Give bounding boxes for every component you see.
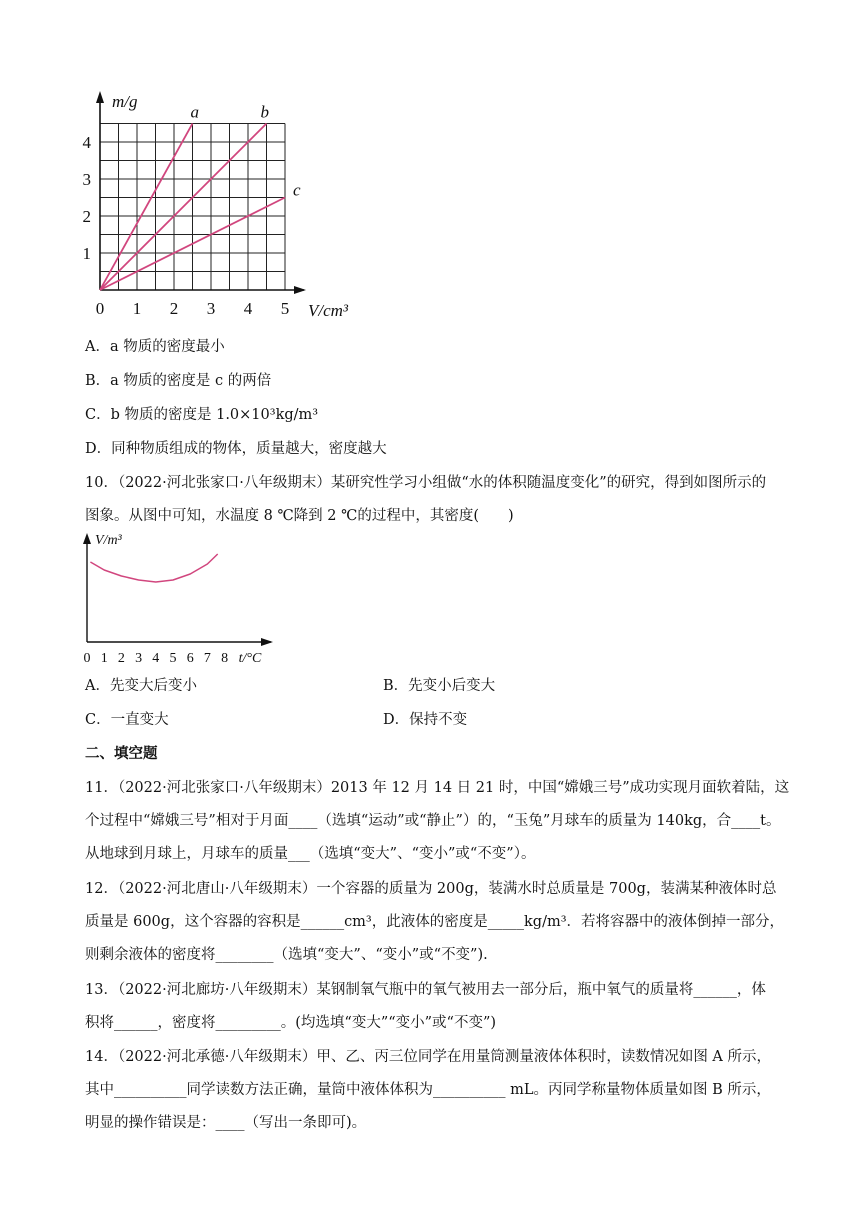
y-axis-arrow bbox=[83, 533, 91, 544]
x-tick-label: 1 bbox=[100, 651, 108, 666]
series-line-a bbox=[100, 124, 193, 291]
q12-line3: 则剩余液体的密度将________（选填“变大”、“变小”或“不变”). bbox=[85, 947, 488, 963]
q10-option-d: D．保持不变 bbox=[383, 712, 468, 728]
q10-line1: 10．（2022·河北张家口·八年级期末）某研究性学习小组做“水的体积随温度变化”的研究，得到如图所示的 bbox=[85, 475, 767, 491]
q10-line2: 图象。从图中可知，水温度 8 ℃降到 2 ℃的过程中，其密度( ) bbox=[85, 508, 514, 524]
chart2-labels bbox=[84, 533, 262, 666]
section-title-fill-in: 二、填空题 bbox=[85, 746, 158, 762]
x-tick-label: 4 bbox=[243, 299, 253, 318]
x-tick-label: 4 bbox=[152, 651, 160, 666]
x-axis-label: t/°C bbox=[238, 651, 262, 666]
q13-line1: 13．（2022·河北廊坊·八年级期末）某钢制氧气瓶中的氧气被用去一部分后，瓶中氧气的质量将______，体 bbox=[85, 982, 766, 998]
chart2-curve bbox=[90, 554, 217, 582]
x-tick-label: 7 bbox=[203, 651, 211, 666]
q12-line1: 12．（2022·河北唐山·八年级期末）一个容器的质量为 200g，装满水时总质量是 700g，装满某种液体时总 bbox=[85, 881, 777, 897]
y-axis-label: V/m³ bbox=[95, 533, 122, 548]
x-tick-label: 5 bbox=[280, 299, 290, 318]
q9-option-a: A．a 物质的密度最小 bbox=[85, 339, 225, 355]
x-tick-label: 5 bbox=[169, 651, 177, 666]
q14-line3: 明显的操作错误是：____（写出一条即可)。 bbox=[85, 1115, 367, 1131]
line-label-c: c bbox=[293, 180, 301, 200]
chart1-labels bbox=[83, 92, 349, 320]
q9-option-c: C．b 物质的密度是 1.0×10³kg/m³ bbox=[85, 407, 319, 423]
mass-volume-chart bbox=[72, 85, 372, 330]
y-axis-arrow bbox=[96, 91, 104, 103]
y-tick-label: 3 bbox=[82, 170, 91, 189]
line-label-b: b bbox=[260, 102, 269, 122]
q9-option-d: D．同种物质组成的物体，质量越大，密度越大 bbox=[85, 441, 387, 457]
chart2-axes bbox=[83, 533, 273, 646]
q13-line2: 积将______，密度将_________。(均选填“变大”“变小”或“不变”) bbox=[85, 1015, 497, 1031]
y-tick-label: 2 bbox=[82, 207, 91, 226]
x-tick-label: 2 bbox=[169, 299, 179, 318]
q14-line2: 其中__________同学读数方法正确，量筒中液体体积为__________ mL。丙同学称量物体质量如图 B 所示， bbox=[85, 1082, 771, 1098]
x-tick-label: 0 bbox=[95, 299, 105, 318]
x-tick-label: 8 bbox=[221, 651, 229, 666]
q9-option-b: B．a 物质的密度是 c 的两倍 bbox=[85, 373, 272, 389]
q14-line1: 14．（2022·河北承德·八年级期末）甲、乙、丙三位同学在用量筒测量液体体积时，读数情况如图 A 所示， bbox=[85, 1049, 772, 1065]
series-line-b bbox=[100, 124, 267, 291]
y-tick-label: 1 bbox=[82, 244, 91, 263]
x-tick-label: 3 bbox=[206, 299, 216, 318]
q12-line2: 质量是 600g，这个容器的容积是______cm³，此液体的密度是_____kg/m³．若将容器中的液体倒掉一部分， bbox=[85, 914, 785, 930]
x-tick-label: 0 bbox=[83, 651, 91, 666]
chart1-grid bbox=[100, 124, 285, 291]
x-axis-label: V/cm³ bbox=[308, 301, 349, 320]
q11-line2: 个过程中“嫦娥三号”相对于月面____（选填“运动”或“静止”）的，“玉兔”月球车的质量为 140kg，合____t。 bbox=[85, 813, 781, 829]
x-tick-label: 6 bbox=[186, 651, 194, 666]
line-label-a: a bbox=[190, 102, 199, 122]
x-tick-label: 1 bbox=[132, 299, 142, 318]
q10-option-a: A．先变大后变小 bbox=[85, 678, 197, 694]
y-tick-label: 4 bbox=[82, 133, 91, 152]
x-tick-label: 3 bbox=[135, 651, 143, 666]
x-tick-label: 2 bbox=[117, 651, 125, 666]
q11-line3: 从地球到月球上，月球车的质量___（选填“变大”、“变小”或“不变”）。 bbox=[85, 846, 536, 862]
q10-option-b: B．先变小后变大 bbox=[383, 678, 496, 694]
x-axis-arrow bbox=[261, 638, 273, 646]
volume-curve bbox=[90, 554, 217, 582]
q11-line1: 11．（2022·河北张家口·八年级期末）2013 年 12 月 14 日 21 时，中国“嫦娥三号”成功实现月面软着陆，这 bbox=[85, 780, 790, 796]
y-axis-label: m/g bbox=[112, 92, 138, 111]
volume-temperature-chart bbox=[75, 530, 285, 670]
q10-option-c: C．一直变大 bbox=[85, 712, 169, 728]
x-axis-arrow bbox=[294, 286, 306, 294]
